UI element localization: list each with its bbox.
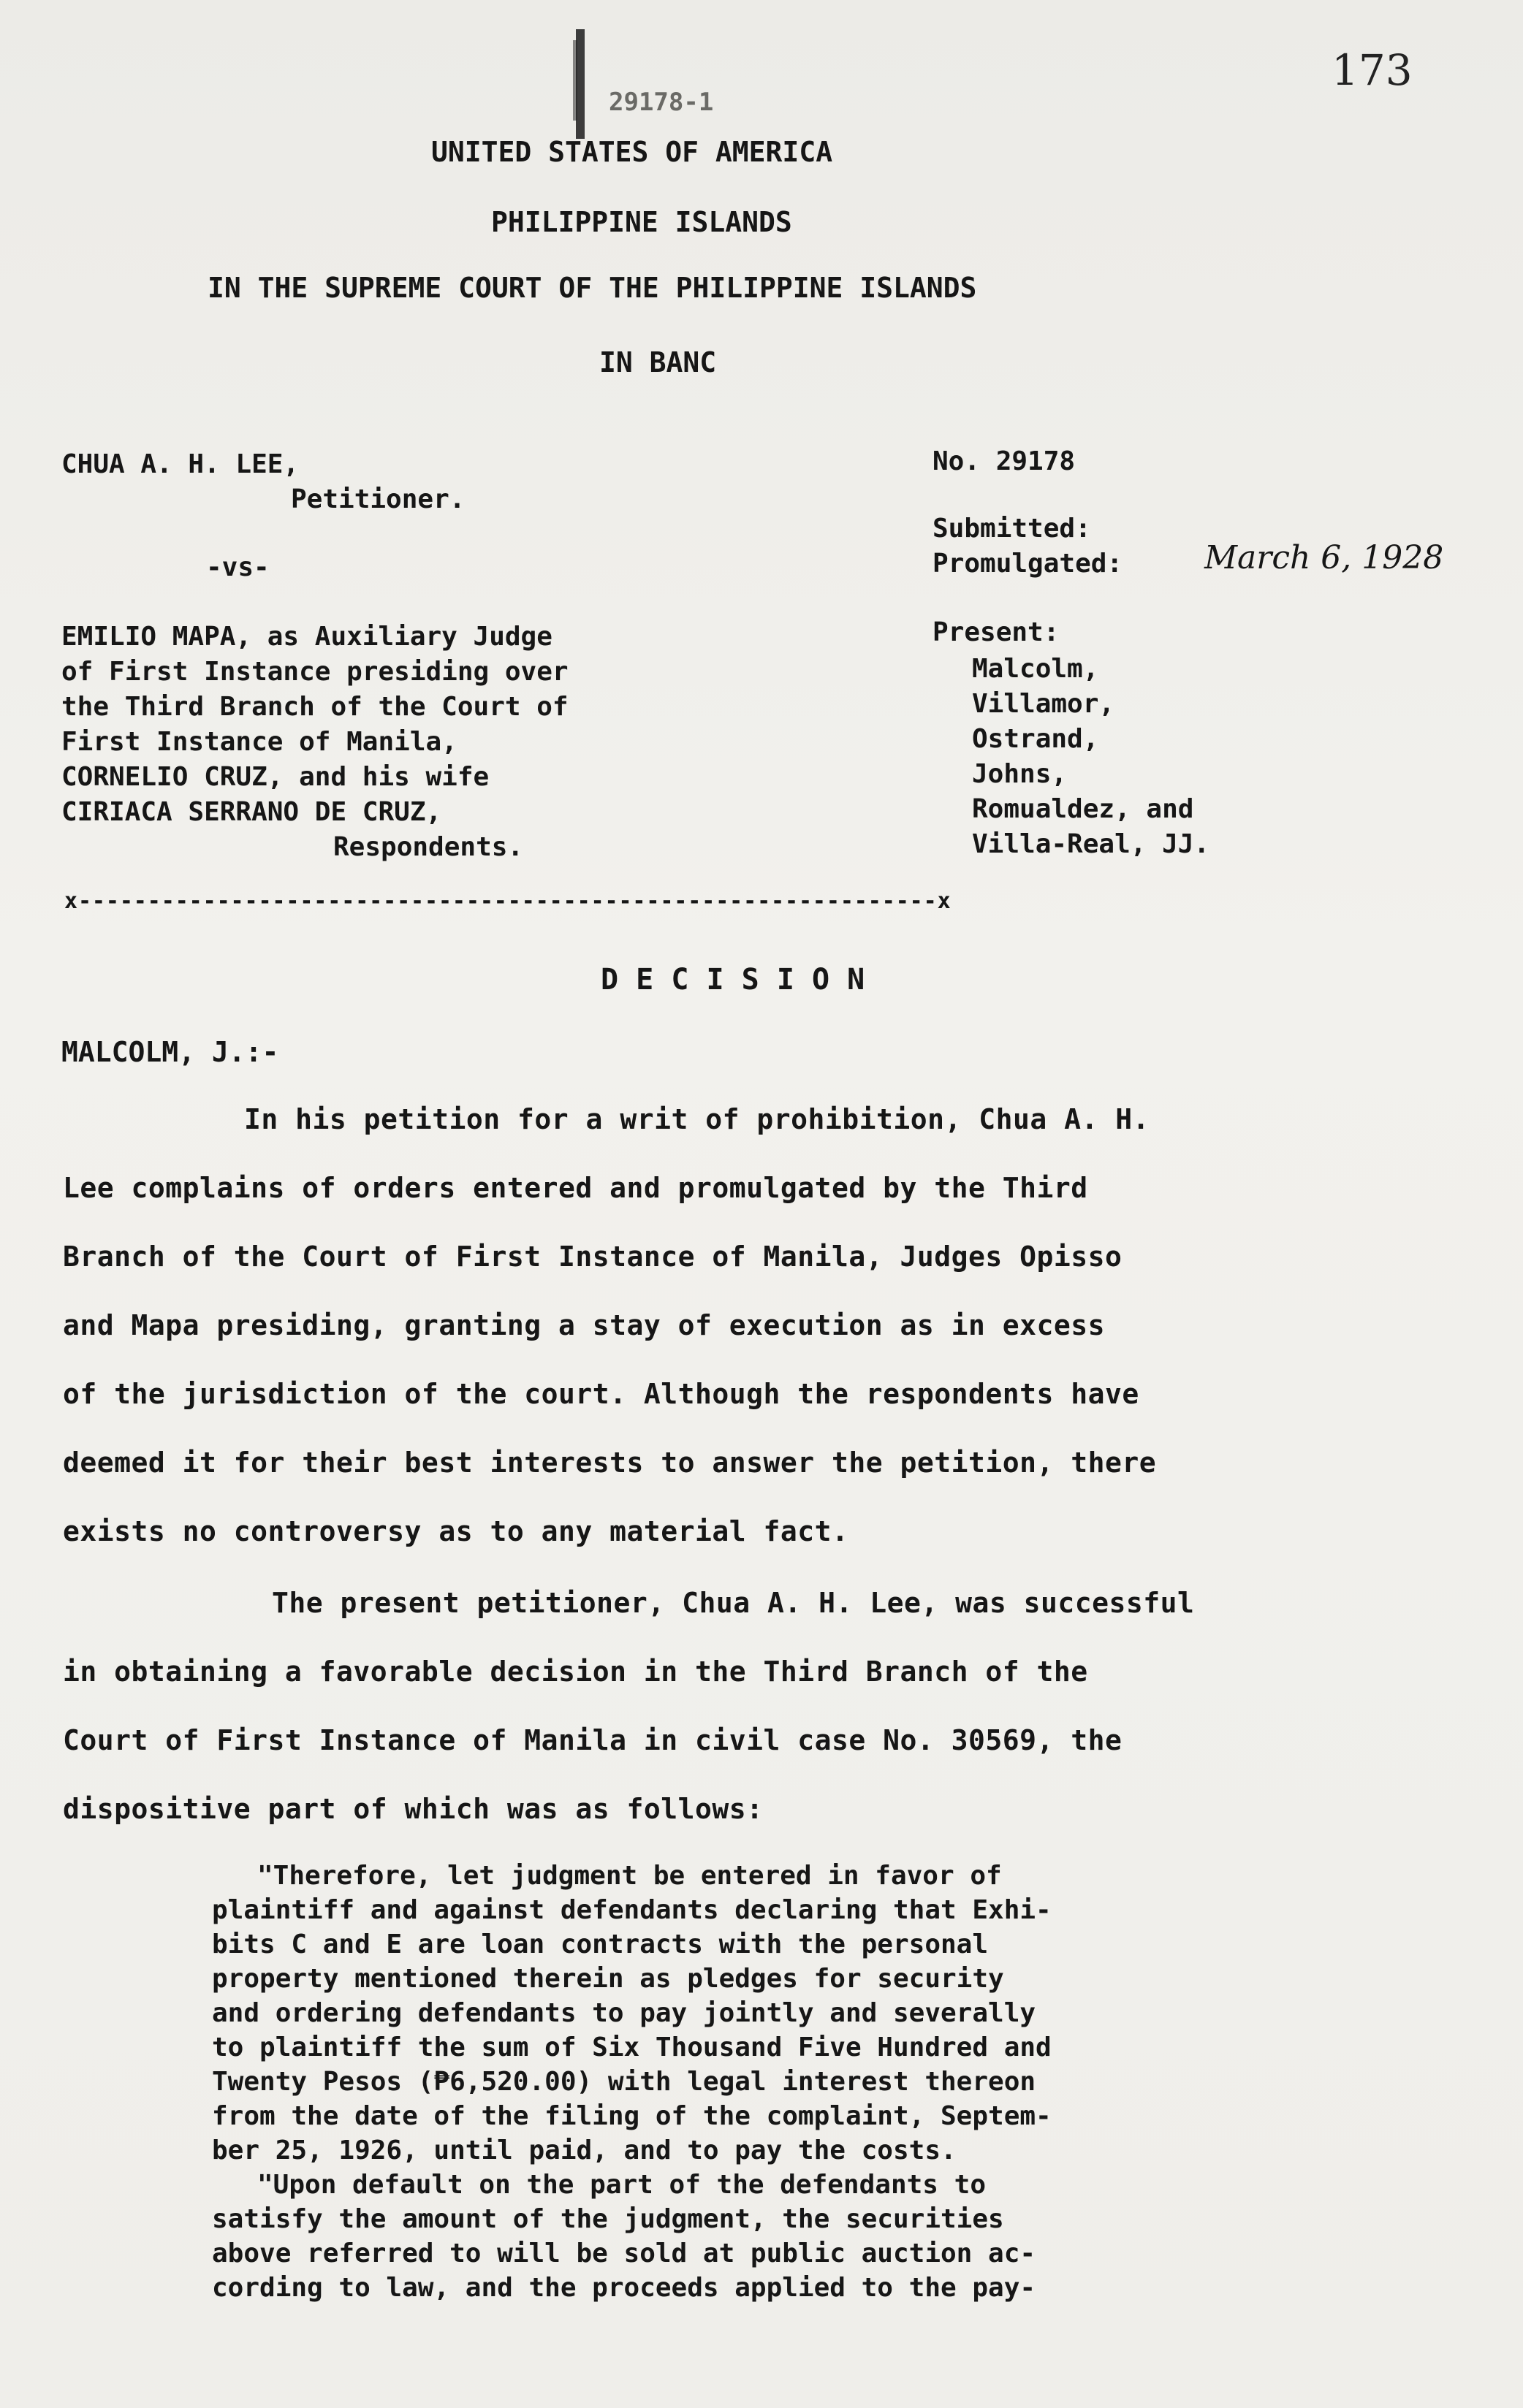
text-line: dispositive part of which was as follows: [63,1793,764,1825]
page-number: 173 [1332,45,1413,95]
justice-name: Villa-Real, JJ. [972,829,1210,859]
respondents-role: Respondents. [333,832,524,862]
text-line: Court of First Instance of Manila in civil case No. 30569, the [63,1724,1123,1756]
justice-name: Ostrand, [972,724,1099,754]
quote-line: from the date of the filing of the complaint, Septem- [212,2101,1052,2131]
separator-line: x--------------------------------------------------------------x [64,888,952,914]
case-ref-top: 29178-1 [609,88,714,117]
text-line: Lee complains of orders entered and promulgated by the Third [63,1172,1088,1204]
respondent-line: CORNELIO CRUZ, and his wife [61,762,490,792]
respondent-line: of First Instance presiding over [61,657,569,687]
decision-title: D E C I S I O N [601,963,865,997]
quote-line: ber 25, 1926, until paid, and to pay the costs. [212,2135,957,2165]
justice-name: Malcolm, [972,654,1099,684]
decision-author: MALCOLM, J.:- [61,1036,279,1068]
text-line: exists no controversy as to any material fact. [63,1515,849,1547]
justice-name: Romualdez, and [972,794,1194,824]
petitioner-role: Petitioner. [291,484,466,514]
respondent-line: the Third Branch of the Court of [61,692,569,722]
text-line: of the jurisdiction of the court. Although the respondents have [63,1378,1139,1410]
petitioner-name: CHUA A. H. LEE, [61,449,300,479]
case-number: No. 29178 [933,446,1076,476]
respondent-line: First Instance of Manila, [61,727,457,757]
header-line-4: IN BANC [599,346,717,378]
header-line-2: PHILIPPINE ISLANDS [491,206,792,238]
quote-line: plaintiff and against defendants declaring that Exhi- [212,1895,1052,1925]
quote-line: cording to law, and the proceeds applied to the pay- [212,2273,1036,2303]
justice-name: Johns, [972,759,1068,789]
text-line: Branch of the Court of First Instance of Manila, Judges Opisso [63,1241,1123,1273]
quote-line: "Upon default on the part of the defendants to [257,2170,986,2200]
quote-line: above referred to will be sold at public auction ac- [212,2239,1036,2268]
text-line: In his petition for a writ of prohibition, Chua A. H. [244,1103,1150,1135]
respondent-line: EMILIO MAPA, as Auxiliary Judge [61,622,552,652]
promulgated-date-handwritten: March 6, 1928 [1204,539,1444,576]
quote-line: "Therefore, let judgment be entered in favor of [257,1861,1002,1891]
respondent-line: CIRIACA SERRANO DE CRUZ, [61,797,442,827]
text-line: in obtaining a favorable decision in the Third Branch of the [63,1656,1088,1688]
text-line: The present petitioner, Chua A. H. Lee, was successful [272,1587,1195,1619]
quote-line: Twenty Pesos (₱6,520.00) with legal interest thereon [212,2067,1036,2097]
quote-line: satisfy the amount of the judgment, the securities [212,2204,1004,2234]
quote-line: bits C and E are loan contracts with the personal [212,1929,989,1959]
quote-line: property mentioned therein as pledges for security [212,1964,1004,1994]
submitted-label: Submitted: [933,514,1091,544]
text-line: and Mapa presiding, granting a stay of execution as in excess [63,1309,1106,1341]
present-label: Present: [933,617,1060,647]
staple-mark-lower [573,40,577,121]
header-line-1: UNITED STATES OF AMERICA [431,136,833,168]
justice-name: Villamor, [972,689,1115,719]
quote-line: and ordering defendants to pay jointly and severally [212,1998,1036,2028]
versus: -vs- [206,552,270,582]
promulgated-label: Promulgated: [933,549,1123,579]
quote-line: to plaintiff the sum of Six Thousand Five Hundred and [212,2032,1052,2062]
header-line-3: IN THE SUPREME COURT OF THE PHILIPPINE ISLANDS [208,272,977,304]
text-line: deemed it for their best interests to answer the petition, there [63,1447,1157,1479]
